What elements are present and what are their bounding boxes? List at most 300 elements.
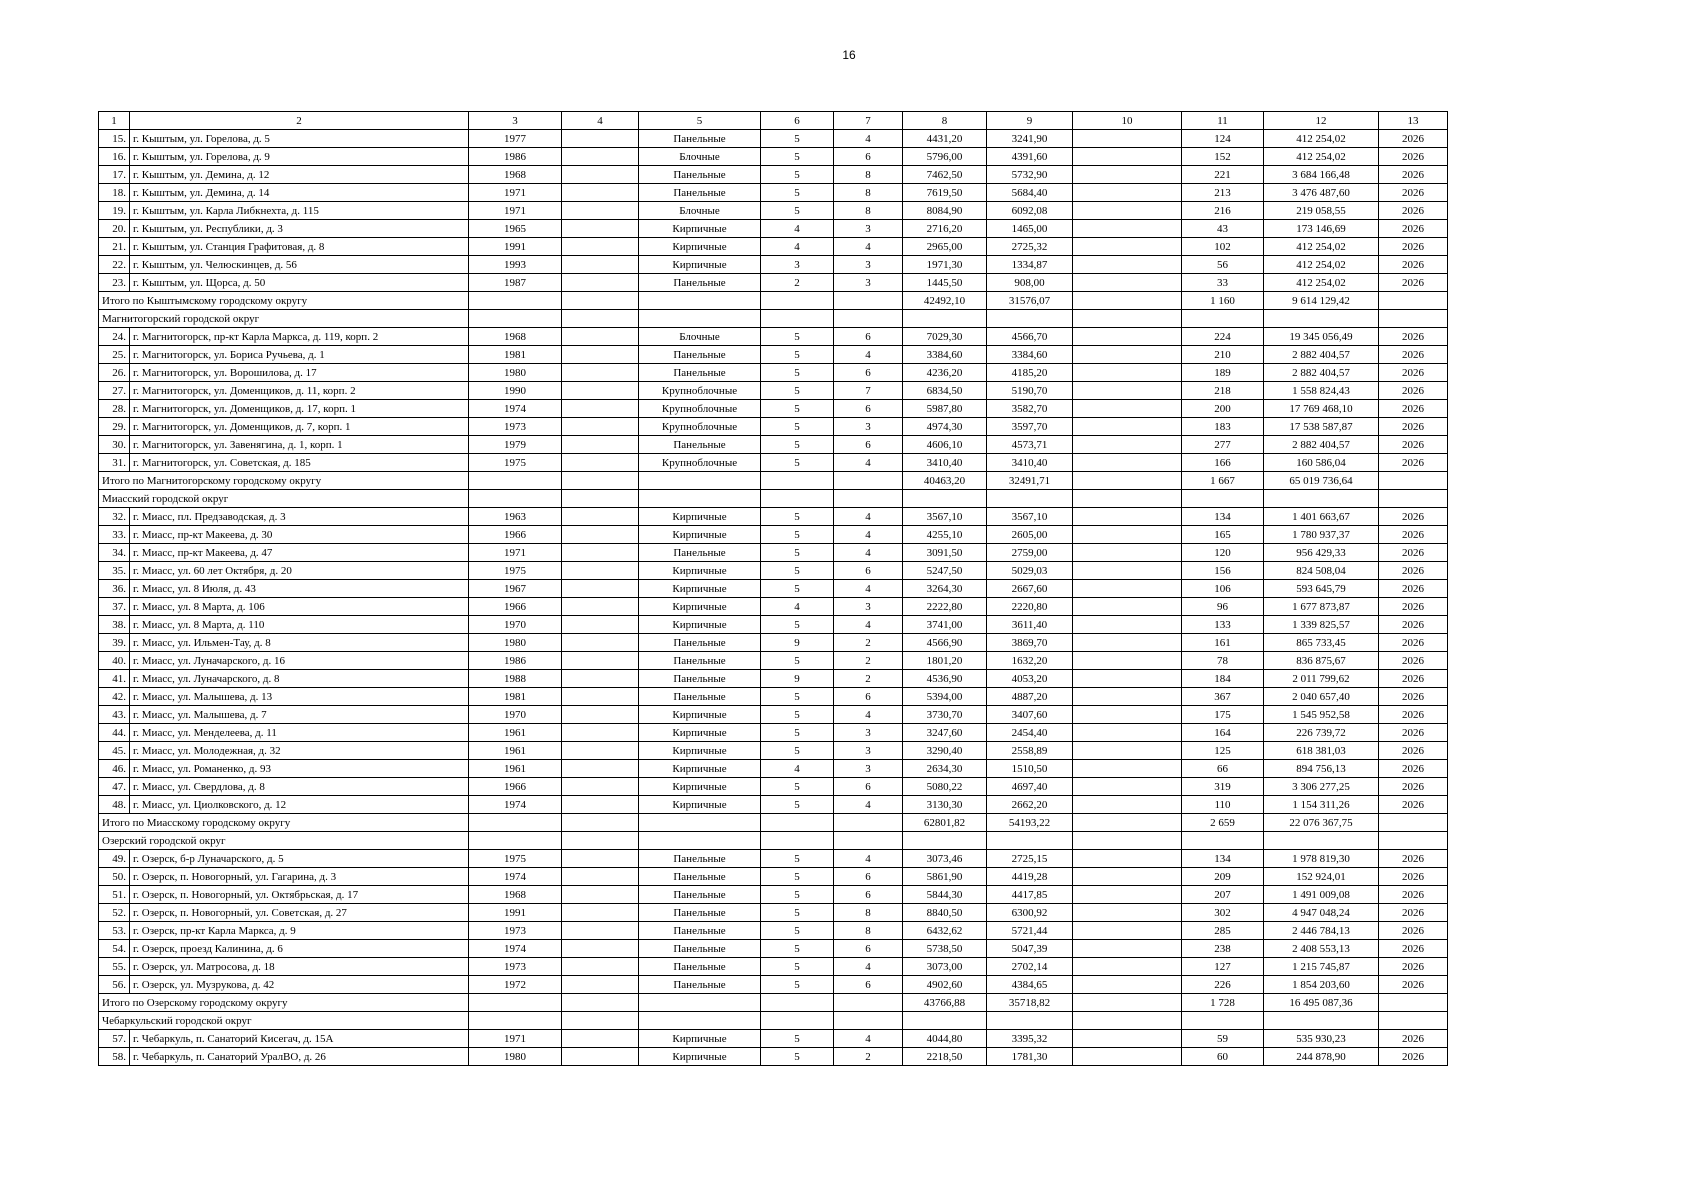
column-4-cell (562, 688, 639, 706)
column-10-cell (1073, 904, 1182, 922)
column-4-cell (562, 634, 639, 652)
residents-cell: 156 (1182, 562, 1264, 580)
plan-year-cell: 2026 (1379, 688, 1448, 706)
plan-year-cell: 2026 (1379, 184, 1448, 202)
total-label-cell: Итого по Озерскому городскому округу (99, 994, 469, 1012)
plan-year-cell: 2026 (1379, 220, 1448, 238)
empty-cell (1073, 1012, 1182, 1030)
empty-cell (761, 814, 834, 832)
column-10-cell (1073, 1048, 1182, 1066)
cost-cell: 3 684 166,48 (1264, 166, 1379, 184)
cost-cell: 2 040 657,40 (1264, 688, 1379, 706)
cost-cell: 1 401 663,67 (1264, 508, 1379, 526)
empty-cell (1073, 310, 1182, 328)
address-cell: г. Чебаркуль, п. Санаторий УралВО, д. 26 (130, 1048, 469, 1066)
residents-cell: 209 (1182, 868, 1264, 886)
column-4-cell (562, 706, 639, 724)
row-number-cell: 55. (99, 958, 130, 976)
entrances-cell: 6 (834, 328, 903, 346)
total-row (99, 472, 1448, 490)
living-area-cell: 2667,60 (987, 580, 1073, 598)
total-area-cell: 4566,90 (903, 634, 987, 652)
plan-year-cell: 2026 (1379, 364, 1448, 382)
page-number: 16 (842, 48, 856, 62)
wall-material-cell: Кирпичные (639, 508, 761, 526)
column-4-cell (562, 508, 639, 526)
row-number-cell: 40. (99, 652, 130, 670)
residents-cell: 106 (1182, 580, 1264, 598)
empty-cell (987, 832, 1073, 850)
living-area-cell: 2558,89 (987, 742, 1073, 760)
table-row (99, 400, 1448, 418)
row-number-cell: 17. (99, 166, 130, 184)
empty-cell (1182, 310, 1264, 328)
cost-cell: 9 614 129,42 (1264, 292, 1379, 310)
living-area-cell: 3410,40 (987, 454, 1073, 472)
empty-cell (1182, 1012, 1264, 1030)
column-4-cell (562, 544, 639, 562)
total-area-cell: 5247,50 (903, 562, 987, 580)
housing-register-table (98, 111, 1448, 1066)
entrances-cell: 6 (834, 688, 903, 706)
table-row (99, 580, 1448, 598)
total-area-cell: 5844,30 (903, 886, 987, 904)
entrances-cell: 8 (834, 184, 903, 202)
address-cell: г. Магнитогорск, ул. Доменщиков, д. 7, корп. 1 (130, 418, 469, 436)
plan-year-cell: 2026 (1379, 634, 1448, 652)
residents-cell: 184 (1182, 670, 1264, 688)
row-number-cell: 46. (99, 760, 130, 778)
year-cell: 1966 (469, 778, 562, 796)
empty-cell (834, 472, 903, 490)
table-row (99, 508, 1448, 526)
empty-cell (761, 490, 834, 508)
residents-cell: 1 667 (1182, 472, 1264, 490)
residents-cell: 238 (1182, 940, 1264, 958)
section-row (99, 490, 1448, 508)
table-row (99, 184, 1448, 202)
total-area-cell: 1801,20 (903, 652, 987, 670)
residents-cell: 2 659 (1182, 814, 1264, 832)
column-10-cell (1073, 526, 1182, 544)
table-row (99, 652, 1448, 670)
row-number-cell: 41. (99, 670, 130, 688)
total-area-cell: 3264,30 (903, 580, 987, 598)
total-area-cell: 4536,90 (903, 670, 987, 688)
column-number-cell: 2 (130, 112, 469, 130)
residents-cell: 367 (1182, 688, 1264, 706)
total-area-cell: 5861,90 (903, 868, 987, 886)
table-row (99, 958, 1448, 976)
wall-material-cell: Панельные (639, 130, 761, 148)
residents-cell: 224 (1182, 328, 1264, 346)
column-10-cell (1073, 418, 1182, 436)
wall-material-cell: Блочные (639, 202, 761, 220)
wall-material-cell: Кирпичные (639, 598, 761, 616)
table-row (99, 706, 1448, 724)
total-area-cell: 43766,88 (903, 994, 987, 1012)
column-4-cell (562, 220, 639, 238)
address-cell: г. Миасс, пр-кт Макеева, д. 30 (130, 526, 469, 544)
empty-cell (1264, 1012, 1379, 1030)
total-area-cell: 2965,00 (903, 238, 987, 256)
wall-material-cell: Панельные (639, 184, 761, 202)
living-area-cell: 4573,71 (987, 436, 1073, 454)
section-row (99, 310, 1448, 328)
plan-year-cell: 2026 (1379, 922, 1448, 940)
column-4-cell (562, 742, 639, 760)
address-cell: г. Миасс, ул. Луначарского, д. 8 (130, 670, 469, 688)
residents-cell: 226 (1182, 976, 1264, 994)
column-10-cell (1073, 328, 1182, 346)
wall-material-cell: Панельные (639, 364, 761, 382)
table-row (99, 670, 1448, 688)
cost-cell: 16 495 087,36 (1264, 994, 1379, 1012)
row-number-cell: 35. (99, 562, 130, 580)
column-number-row (99, 112, 1448, 130)
column-number-cell: 9 (987, 112, 1073, 130)
total-area-cell: 6432,62 (903, 922, 987, 940)
table-row (99, 724, 1448, 742)
total-area-cell: 8084,90 (903, 202, 987, 220)
table-row (99, 166, 1448, 184)
floors-cell: 5 (761, 328, 834, 346)
entrances-cell: 3 (834, 220, 903, 238)
column-number-cell: 13 (1379, 112, 1448, 130)
plan-year-cell: 2026 (1379, 508, 1448, 526)
entrances-cell: 2 (834, 634, 903, 652)
plan-year-cell: 2026 (1379, 382, 1448, 400)
entrances-cell: 6 (834, 400, 903, 418)
column-10-cell (1073, 148, 1182, 166)
column-4-cell (562, 418, 639, 436)
row-number-cell: 37. (99, 598, 130, 616)
plan-year-cell: 2026 (1379, 418, 1448, 436)
column-10-cell (1073, 166, 1182, 184)
living-area-cell: 5029,03 (987, 562, 1073, 580)
cost-cell: 1 978 819,30 (1264, 850, 1379, 868)
empty-cell (1264, 310, 1379, 328)
empty-cell (1379, 832, 1448, 850)
empty-cell (1264, 490, 1379, 508)
column-10-cell (1073, 508, 1182, 526)
empty-cell (903, 310, 987, 328)
plan-year-cell: 2026 (1379, 400, 1448, 418)
floors-cell: 5 (761, 544, 834, 562)
address-cell: г. Миасс, ул. Малышева, д. 13 (130, 688, 469, 706)
empty-cell (834, 490, 903, 508)
plan-year-cell: 2026 (1379, 616, 1448, 634)
row-number-cell: 58. (99, 1048, 130, 1066)
column-number-cell: 7 (834, 112, 903, 130)
address-cell: г. Миасс, ул. Луначарского, д. 16 (130, 652, 469, 670)
year-cell: 1986 (469, 148, 562, 166)
row-number-cell: 43. (99, 706, 130, 724)
residents-cell: 96 (1182, 598, 1264, 616)
empty-cell (469, 814, 562, 832)
entrances-cell: 3 (834, 742, 903, 760)
address-cell: г. Миасс, пр-кт Макеева, д. 47 (130, 544, 469, 562)
plan-year-cell: 2026 (1379, 850, 1448, 868)
address-cell: г. Озерск, проезд Калинина, д. 6 (130, 940, 469, 958)
floors-cell: 5 (761, 1048, 834, 1066)
column-10-cell (1073, 976, 1182, 994)
year-cell: 1975 (469, 850, 562, 868)
year-cell: 1986 (469, 652, 562, 670)
empty-cell (639, 490, 761, 508)
plan-year-cell: 2026 (1379, 454, 1448, 472)
year-cell: 1974 (469, 940, 562, 958)
column-10-cell (1073, 382, 1182, 400)
plan-year-cell: 2026 (1379, 904, 1448, 922)
total-area-cell: 7619,50 (903, 184, 987, 202)
column-4-cell (562, 328, 639, 346)
entrances-cell: 4 (834, 130, 903, 148)
wall-material-cell: Панельные (639, 346, 761, 364)
year-cell: 1973 (469, 418, 562, 436)
year-cell: 1974 (469, 868, 562, 886)
floors-cell: 4 (761, 760, 834, 778)
year-cell: 1980 (469, 1048, 562, 1066)
row-number-cell: 31. (99, 454, 130, 472)
total-label-cell: Итого по Магнитогорскому городскому округу (99, 472, 469, 490)
column-4-cell (562, 436, 639, 454)
residents-cell: 43 (1182, 220, 1264, 238)
entrances-cell: 2 (834, 652, 903, 670)
residents-cell: 277 (1182, 436, 1264, 454)
living-area-cell: 6300,92 (987, 904, 1073, 922)
cost-cell: 152 924,01 (1264, 868, 1379, 886)
year-cell: 1991 (469, 238, 562, 256)
plan-year-cell: 2026 (1379, 958, 1448, 976)
address-cell: г. Миасс, ул. 8 Июля, д. 43 (130, 580, 469, 598)
total-row (99, 994, 1448, 1012)
floors-cell: 5 (761, 652, 834, 670)
living-area-cell: 31576,07 (987, 292, 1073, 310)
residents-cell: 134 (1182, 508, 1264, 526)
empty-cell (469, 1012, 562, 1030)
row-number-cell: 50. (99, 868, 130, 886)
empty-cell (1073, 832, 1182, 850)
living-area-cell: 3597,70 (987, 418, 1073, 436)
address-cell: г. Миасс, ул. Малышева, д. 7 (130, 706, 469, 724)
wall-material-cell: Кирпичные (639, 526, 761, 544)
wall-material-cell: Кирпичные (639, 1030, 761, 1048)
empty-cell (1182, 490, 1264, 508)
total-area-cell: 1445,50 (903, 274, 987, 292)
table-row (99, 796, 1448, 814)
table-row (99, 220, 1448, 238)
column-4-cell (562, 670, 639, 688)
column-4-cell (562, 724, 639, 742)
residents-cell: 207 (1182, 886, 1264, 904)
empty-cell (1379, 490, 1448, 508)
floors-cell: 5 (761, 148, 834, 166)
entrances-cell: 6 (834, 868, 903, 886)
residents-cell: 166 (1182, 454, 1264, 472)
cost-cell: 173 146,69 (1264, 220, 1379, 238)
address-cell: г. Кыштым, ул. Горелова, д. 5 (130, 130, 469, 148)
column-4-cell (562, 130, 639, 148)
column-10-cell (1073, 598, 1182, 616)
address-cell: г. Миасс, ул. 8 Марта, д. 106 (130, 598, 469, 616)
year-cell: 1977 (469, 130, 562, 148)
floors-cell: 5 (761, 886, 834, 904)
year-cell: 1971 (469, 1030, 562, 1048)
living-area-cell: 32491,71 (987, 472, 1073, 490)
residents-cell: 59 (1182, 1030, 1264, 1048)
wall-material-cell: Панельные (639, 436, 761, 454)
empty-cell (639, 1012, 761, 1030)
living-area-cell: 6092,08 (987, 202, 1073, 220)
empty-cell (562, 292, 639, 310)
year-cell: 1971 (469, 184, 562, 202)
wall-material-cell: Панельные (639, 886, 761, 904)
empty-cell (1379, 1012, 1448, 1030)
living-area-cell: 908,00 (987, 274, 1073, 292)
entrances-cell: 8 (834, 922, 903, 940)
cost-cell: 412 254,02 (1264, 148, 1379, 166)
entrances-cell: 2 (834, 670, 903, 688)
column-4-cell (562, 274, 639, 292)
residents-cell: 125 (1182, 742, 1264, 760)
plan-year-cell: 2026 (1379, 580, 1448, 598)
plan-year-cell: 2026 (1379, 526, 1448, 544)
total-area-cell: 2218,50 (903, 1048, 987, 1066)
empty-cell (1379, 814, 1448, 832)
entrances-cell: 3 (834, 256, 903, 274)
plan-year-cell: 2026 (1379, 202, 1448, 220)
row-number-cell: 48. (99, 796, 130, 814)
floors-cell: 5 (761, 580, 834, 598)
row-number-cell: 56. (99, 976, 130, 994)
wall-material-cell: Панельные (639, 868, 761, 886)
table-row (99, 904, 1448, 922)
section-row (99, 1012, 1448, 1030)
living-area-cell: 3611,40 (987, 616, 1073, 634)
address-cell: г. Озерск, б-р Луначарского, д. 5 (130, 850, 469, 868)
empty-cell (761, 832, 834, 850)
total-area-cell: 3247,60 (903, 724, 987, 742)
row-number-cell: 51. (99, 886, 130, 904)
entrances-cell: 7 (834, 382, 903, 400)
cost-cell: 17 769 468,10 (1264, 400, 1379, 418)
cost-cell: 3 306 277,25 (1264, 778, 1379, 796)
wall-material-cell: Панельные (639, 976, 761, 994)
column-10-cell (1073, 778, 1182, 796)
year-cell: 1961 (469, 724, 562, 742)
column-10-cell (1073, 634, 1182, 652)
living-area-cell: 3241,90 (987, 130, 1073, 148)
row-number-cell: 24. (99, 328, 130, 346)
table-row (99, 148, 1448, 166)
table-row (99, 1048, 1448, 1066)
table-row (99, 544, 1448, 562)
floors-cell: 5 (761, 940, 834, 958)
total-area-cell: 3384,60 (903, 346, 987, 364)
floors-cell: 4 (761, 238, 834, 256)
column-10-cell (1073, 238, 1182, 256)
living-area-cell: 2725,32 (987, 238, 1073, 256)
column-4-cell (562, 580, 639, 598)
cost-cell: 535 930,23 (1264, 1030, 1379, 1048)
wall-material-cell: Блочные (639, 328, 761, 346)
entrances-cell: 4 (834, 580, 903, 598)
row-number-cell: 20. (99, 220, 130, 238)
entrances-cell: 4 (834, 1030, 903, 1048)
plan-year-cell: 2026 (1379, 1030, 1448, 1048)
table-row (99, 202, 1448, 220)
column-10-cell (1073, 364, 1182, 382)
cost-cell: 65 019 736,64 (1264, 472, 1379, 490)
column-4-cell (562, 454, 639, 472)
empty-cell (639, 472, 761, 490)
address-cell: г. Магнитогорск, пр-кт Карла Маркса, д. 119, корп. 2 (130, 328, 469, 346)
empty-cell (1379, 472, 1448, 490)
living-area-cell: 4053,20 (987, 670, 1073, 688)
floors-cell: 5 (761, 418, 834, 436)
wall-material-cell: Панельные (639, 904, 761, 922)
entrances-cell: 3 (834, 724, 903, 742)
empty-cell (469, 292, 562, 310)
column-10-cell (1073, 886, 1182, 904)
column-10-cell (1073, 580, 1182, 598)
empty-cell (903, 1012, 987, 1030)
year-cell: 1968 (469, 328, 562, 346)
floors-cell: 5 (761, 706, 834, 724)
year-cell: 1973 (469, 958, 562, 976)
address-cell: г. Миасс, ул. 60 лет Октября, д. 20 (130, 562, 469, 580)
plan-year-cell: 2026 (1379, 796, 1448, 814)
cost-cell: 17 538 587,87 (1264, 418, 1379, 436)
column-10-cell (1073, 202, 1182, 220)
column-10-cell (1073, 688, 1182, 706)
year-cell: 1981 (469, 346, 562, 364)
table-row (99, 562, 1448, 580)
residents-cell: 218 (1182, 382, 1264, 400)
empty-cell (834, 310, 903, 328)
column-4-cell (562, 850, 639, 868)
empty-cell (469, 490, 562, 508)
address-cell: г. Кыштым, ул. Республики, д. 3 (130, 220, 469, 238)
column-number-cell: 8 (903, 112, 987, 130)
plan-year-cell: 2026 (1379, 778, 1448, 796)
section-row (99, 832, 1448, 850)
empty-cell (469, 310, 562, 328)
floors-cell: 5 (761, 166, 834, 184)
section-label-cell: Чебаркульский городской округ (99, 1012, 469, 1030)
residents-cell: 152 (1182, 148, 1264, 166)
empty-cell (761, 472, 834, 490)
year-cell: 1965 (469, 220, 562, 238)
total-area-cell: 2634,30 (903, 760, 987, 778)
year-cell: 1973 (469, 922, 562, 940)
year-cell: 1988 (469, 670, 562, 688)
empty-cell (639, 310, 761, 328)
total-area-cell: 2716,20 (903, 220, 987, 238)
table-row (99, 760, 1448, 778)
empty-cell (834, 292, 903, 310)
cost-cell: 1 854 203,60 (1264, 976, 1379, 994)
table-row (99, 1030, 1448, 1048)
row-number-cell: 28. (99, 400, 130, 418)
year-cell: 1974 (469, 400, 562, 418)
entrances-cell: 6 (834, 886, 903, 904)
floors-cell: 5 (761, 904, 834, 922)
wall-material-cell: Кирпичные (639, 220, 761, 238)
entrances-cell: 3 (834, 274, 903, 292)
empty-cell (1182, 832, 1264, 850)
